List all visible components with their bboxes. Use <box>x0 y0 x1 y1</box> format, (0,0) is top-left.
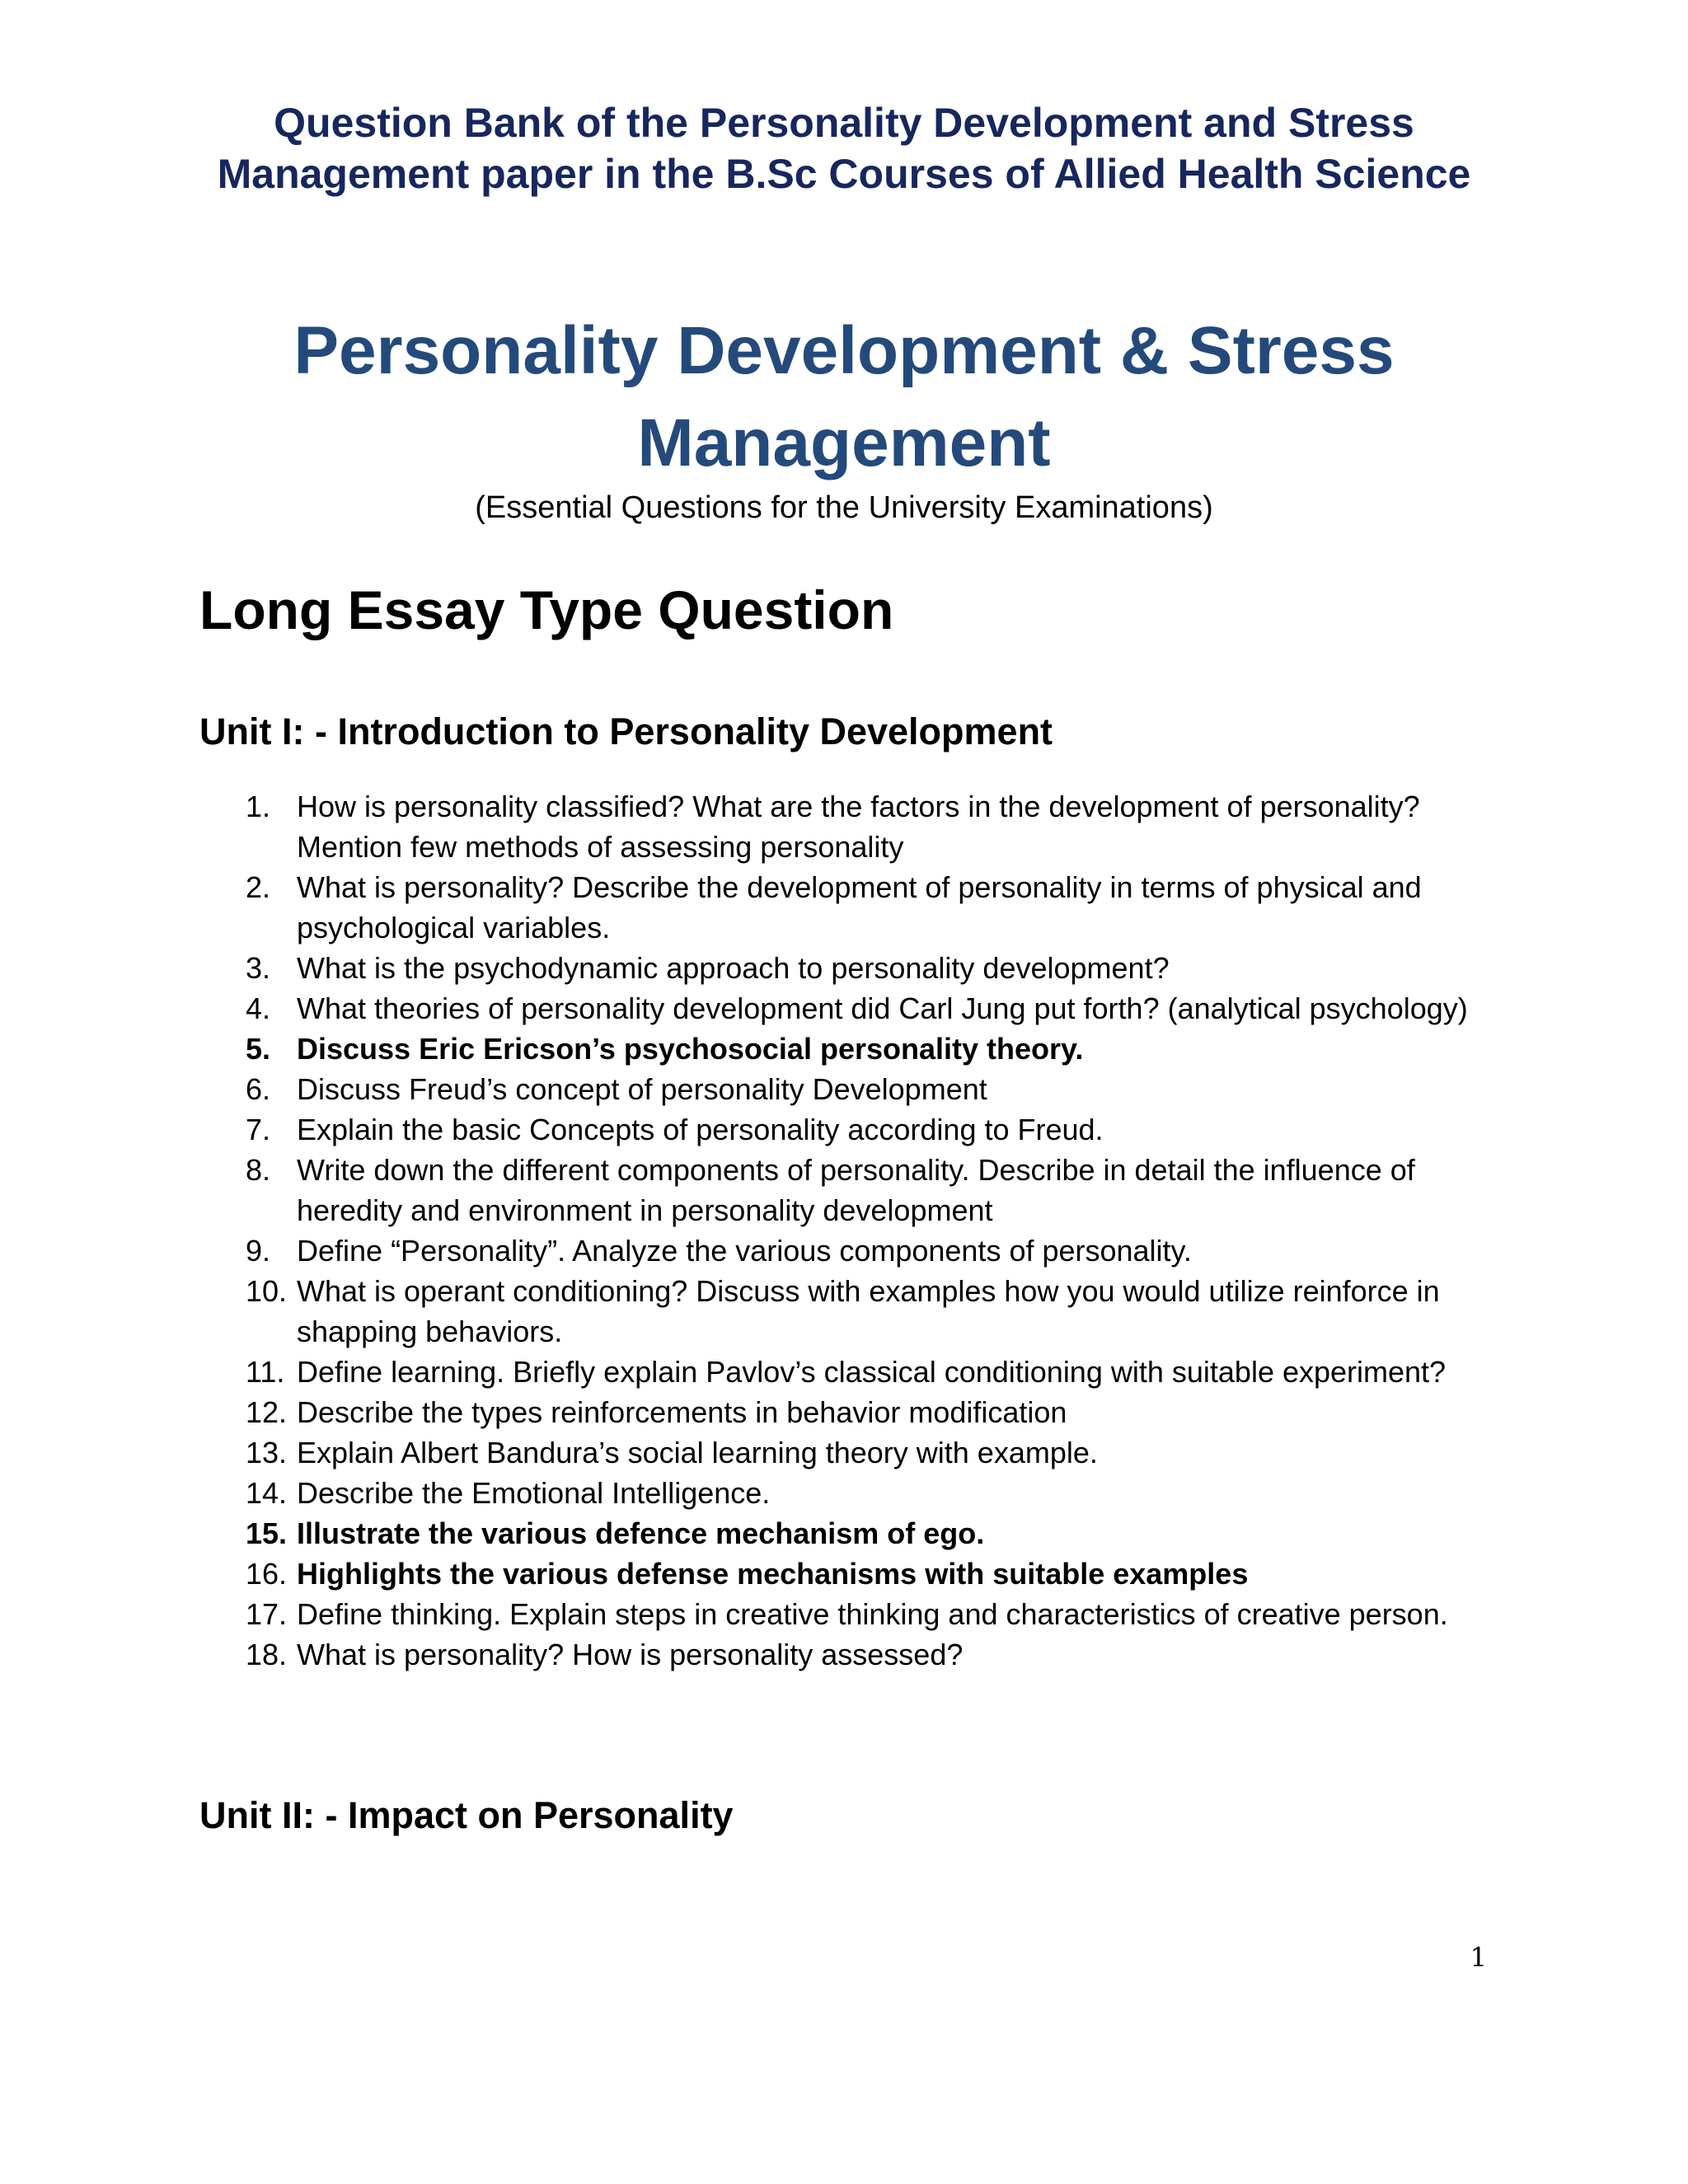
question-number: 4. <box>246 991 271 1025</box>
question-item <box>246 988 1498 1029</box>
main-title <box>165 305 1523 490</box>
unit-1-question-list <box>246 786 1498 1675</box>
section-heading: Long Essay Type Question <box>199 579 894 640</box>
question-item <box>246 1150 1498 1230</box>
question-item <box>246 1029 1498 1069</box>
subtitle: (Essential Questions for the University Examinations) <box>475 490 1213 525</box>
main-title-line1: Personality Development & Stress <box>293 313 1395 388</box>
question-number: 14. <box>246 1476 288 1510</box>
question-number: 9. <box>246 1234 271 1268</box>
question-number: 6. <box>246 1072 271 1106</box>
question-number: 2. <box>246 870 271 904</box>
question-text: Describe the Emotional Intelligence. <box>297 1476 771 1510</box>
question-number: 18. <box>246 1638 288 1671</box>
question-number: 17. <box>246 1597 288 1631</box>
question-text: Illustrate the various defence mechanism of ego. <box>297 1516 985 1550</box>
question-text: Describe the types reinforcements in behavior modification <box>297 1395 1067 1429</box>
question-text: What is operant conditioning? Discuss with examples how you would utilize reinforce in shapping behaviors. <box>297 1274 1440 1348</box>
question-text: What is personality? How is personality assessed? <box>297 1638 964 1671</box>
question-item <box>246 1352 1498 1392</box>
question-number: 11. <box>246 1355 285 1389</box>
question-item <box>246 1432 1498 1473</box>
question-item <box>246 1392 1498 1432</box>
question-text: Write down the different components of personality. Describe in detail the influence of heredity and environment in personality development <box>297 1153 1415 1227</box>
question-item <box>246 1230 1498 1271</box>
question-text: Define learning. Briefly explain Pavlov’s classical conditioning with suitable experiment? <box>297 1355 1447 1389</box>
question-item <box>246 867 1498 948</box>
question-text: Define thinking. Explain steps in creative thinking and characteristics of creative person. <box>297 1597 1448 1631</box>
question-text: Discuss Freud’s concept of personality Development <box>297 1072 987 1106</box>
question-item <box>246 1271 1498 1352</box>
main-title-line2: Management <box>637 405 1051 480</box>
question-bank-title: Question Bank of the Personality Development and Stress Management paper in the B.Sc Courses of Allied Health Science <box>217 100 1471 197</box>
question-item <box>246 1554 1498 1594</box>
question-text: What is personality? Describe the development of personality in terms of physical and psychological variables. <box>297 870 1422 944</box>
question-item <box>246 1594 1498 1634</box>
question-text: Define “Personality”. Analyze the various components of personality. <box>297 1234 1192 1268</box>
question-text: Discuss Eric Ericson’s psychosocial personality theory. <box>297 1032 1084 1066</box>
question-number: 3. <box>246 951 271 985</box>
question-item <box>246 1473 1498 1513</box>
page-number: 1 <box>1470 1942 1487 1973</box>
question-text: Explain the basic Concepts of personality according to Freud. <box>297 1113 1104 1146</box>
question-item <box>246 1109 1498 1150</box>
question-item <box>246 1513 1498 1554</box>
unit-2-heading: Unit II: - Impact on Personality <box>199 1794 734 1836</box>
question-number: 5. <box>246 1032 271 1066</box>
question-number: 16. <box>246 1557 288 1591</box>
question-item <box>246 1069 1498 1109</box>
question-text: What is the psychodynamic approach to personality development? <box>297 951 1170 985</box>
question-text: Explain Albert Bandura’s social learning theory with example. <box>297 1436 1098 1469</box>
question-number: 15. <box>246 1516 288 1550</box>
unit-1-heading: Unit I: - Introduction to Personality Development <box>199 710 1053 752</box>
question-number: 1. <box>246 790 271 823</box>
question-number: 13. <box>246 1436 288 1469</box>
question-number: 10. <box>246 1274 288 1308</box>
question-text: Highlights the various defense mechanisms with suitable examples <box>297 1557 1249 1591</box>
question-number: 8. <box>246 1153 271 1187</box>
question-number: 7. <box>246 1113 271 1146</box>
question-number: 12. <box>246 1395 288 1429</box>
question-text: How is personality classified? What are the factors in the development of personality? Mention few methods of assessing personality <box>297 790 1420 864</box>
question-item <box>246 1634 1498 1675</box>
question-item <box>246 948 1498 988</box>
question-item <box>246 786 1498 867</box>
question-text: What theories of personality development did Carl Jung put forth? (analytical psychology) <box>297 991 1468 1025</box>
